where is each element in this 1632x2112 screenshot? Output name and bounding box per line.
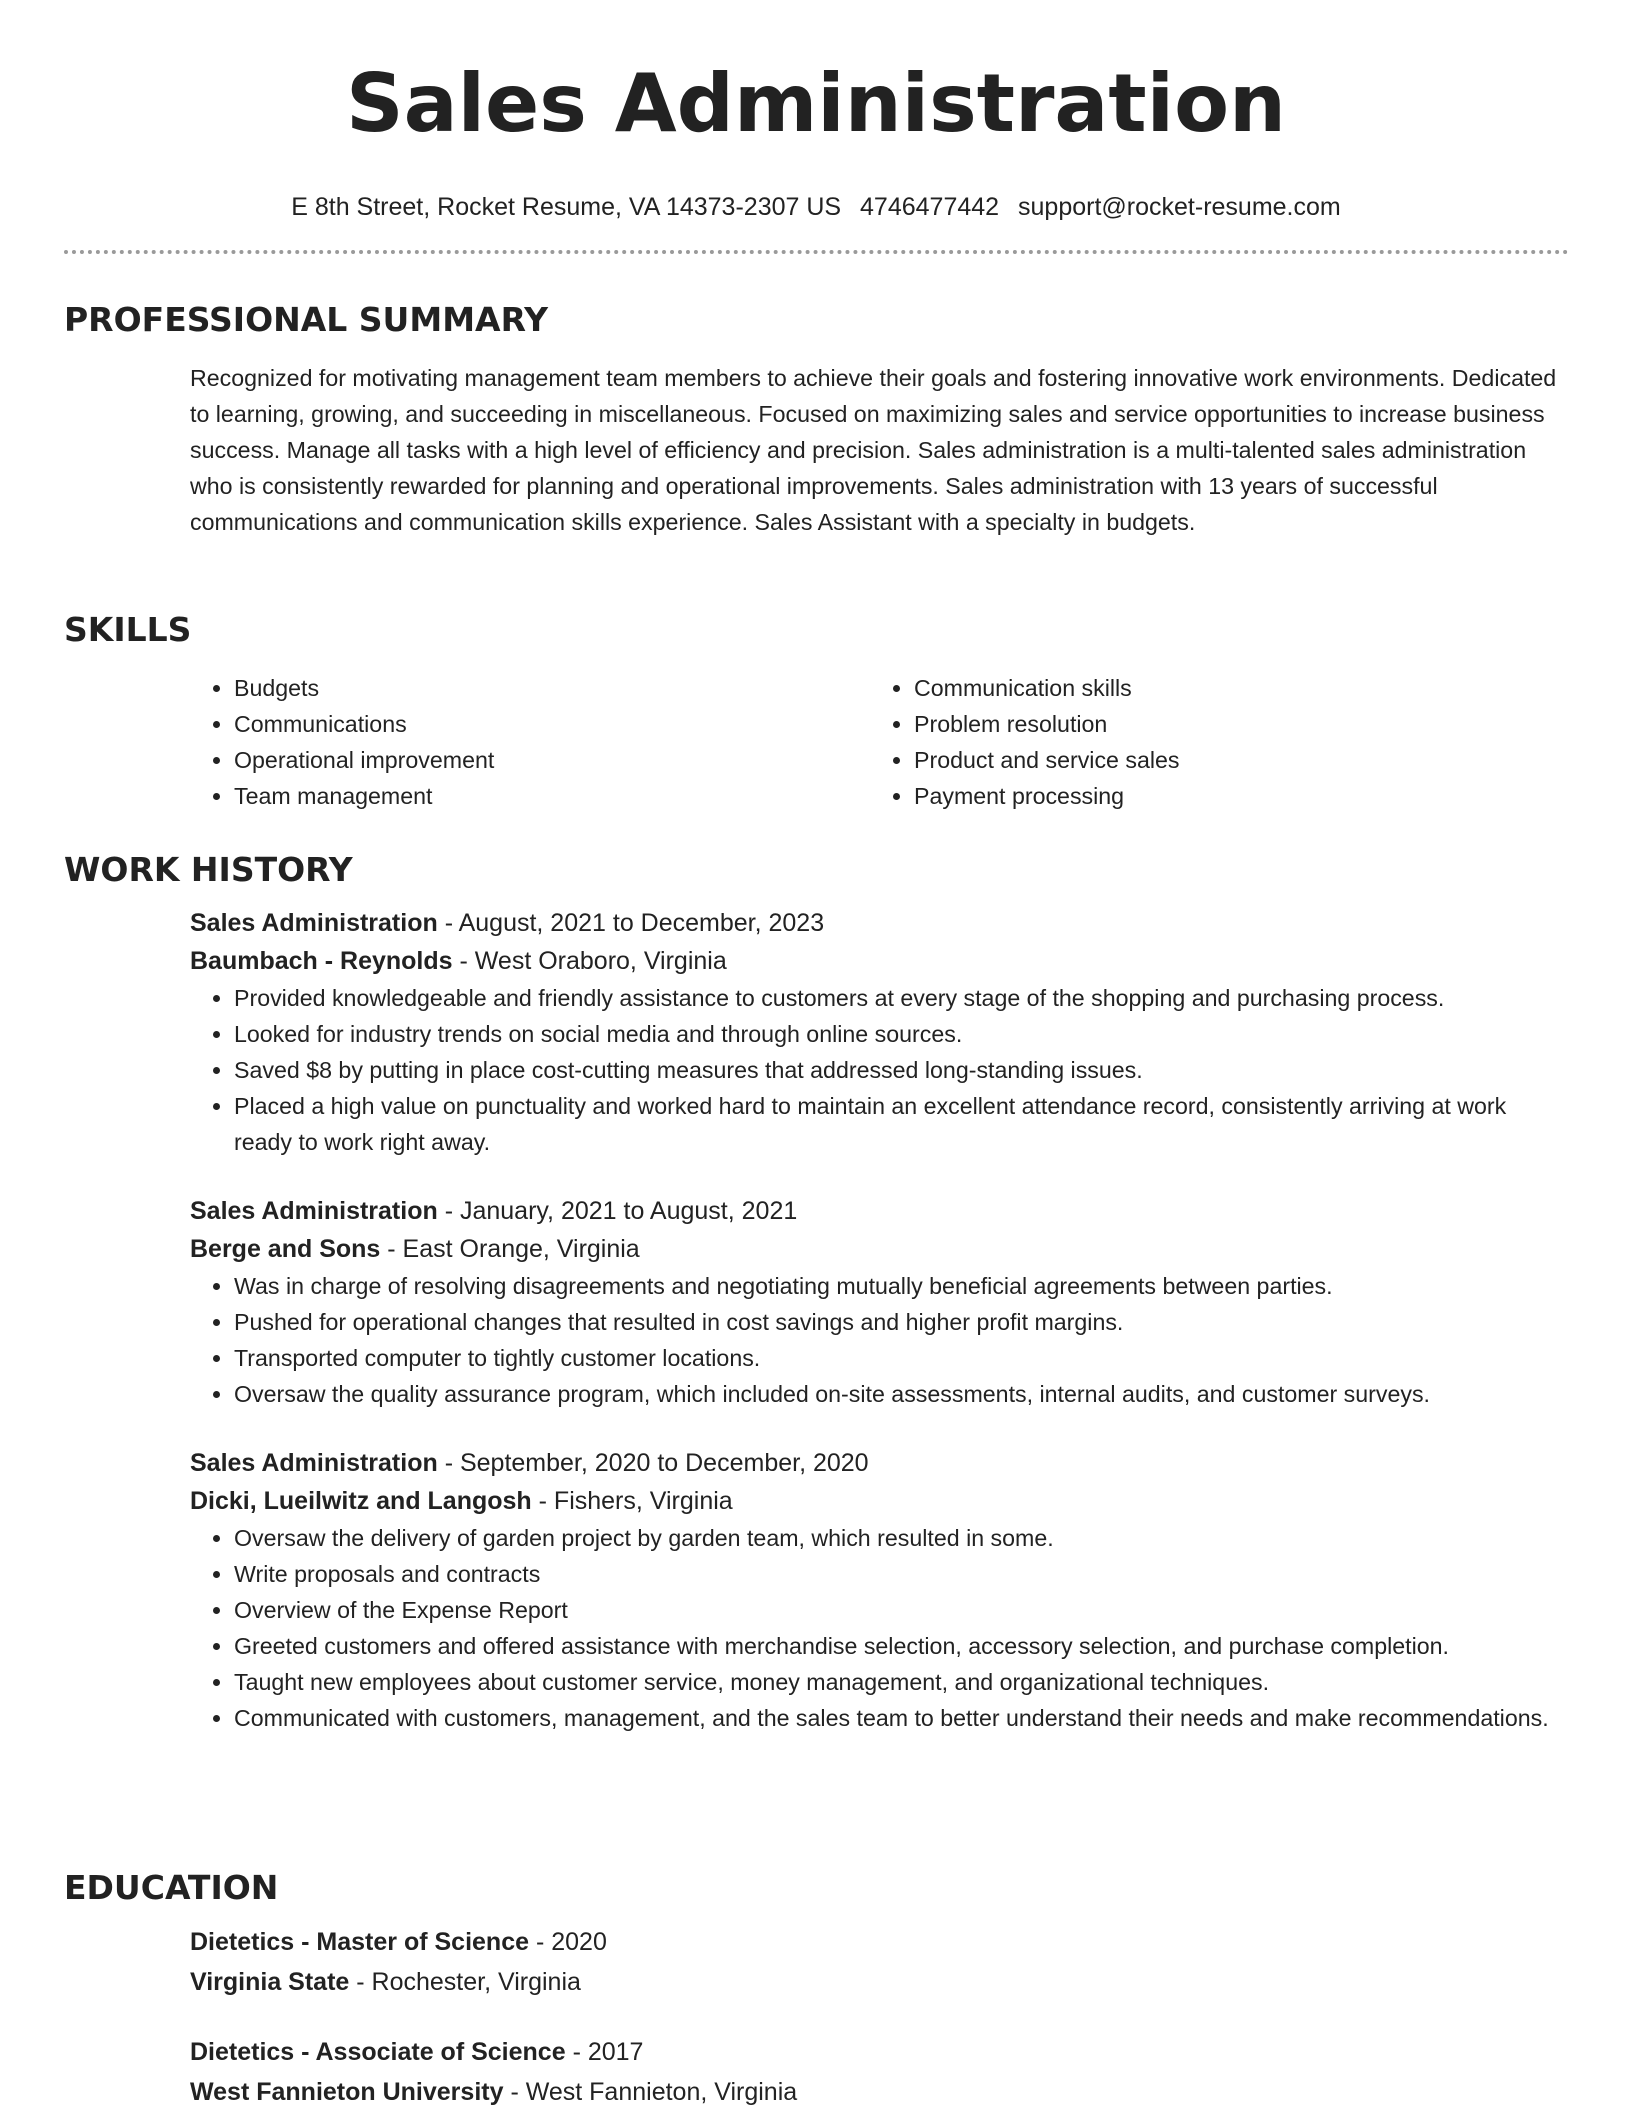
- job-duty: • Saved $8 by putting in place cost-cutting measures that addressed long-standing issues.: [234, 1052, 1569, 1088]
- job-duty: • Taught new employees about customer service, money management, and organizational techniques.: [234, 1664, 1569, 1700]
- education-year: - 2020: [529, 1928, 607, 1956]
- skills-columns: [190, 670, 1569, 814]
- job-entry: [190, 904, 1569, 1160]
- job-role: Sales Administration: [190, 909, 438, 937]
- job-dates: - January, 2021 to August, 2021: [437, 1197, 798, 1225]
- education-degree: Dietetics - Associate of Science: [190, 2038, 566, 2066]
- job-role: Sales Administration: [190, 1449, 438, 1477]
- job-dates: - August, 2021 to December, 2023: [437, 909, 825, 937]
- job-duties-list: [190, 1268, 1569, 1412]
- summary-text: Recognized for motivating management team members to achieve their goals and fostering innovative work environments. Dedicated to learning, growing, and succeeding in miscellaneous. Focused on maximizing sales and service opportunities to increase business success. Manage all tasks with a high level of efficiency and precision. Sales administration is a multi-talented sales administration who is consistently rewarded for planning and operational improvements. Sales administration with 13 years of successful communications and communication skills experience. Sales Assistant with a specialty in budgets.: [190, 365, 1557, 535]
- education-entry: [190, 2032, 1569, 2112]
- job-dates: - September, 2020 to December, 2020: [437, 1449, 869, 1477]
- summary-title: PROFESSIONAL SUMMARY: [64, 300, 549, 339]
- skills-column-right: [870, 670, 1550, 814]
- header-divider: [64, 250, 1569, 254]
- skills-title: SKILLS: [64, 610, 192, 649]
- skills-body: [190, 670, 1569, 814]
- job-duty: • Overview of the Expense Report: [234, 1592, 1569, 1628]
- job-duty: • Was in charge of resolving disagreements and negotiating mutually beneficial agreements between parties.: [234, 1268, 1569, 1304]
- job-role: Sales Administration: [190, 1197, 438, 1225]
- education-school-line: [190, 2072, 1569, 2112]
- education-degree: Dietetics - Master of Science: [190, 1928, 530, 1956]
- education-school: West Fannieton University: [190, 2078, 504, 2106]
- education-year: - 2017: [565, 2038, 644, 2066]
- job-duty: • Looked for industry trends on social media and through online sources.: [234, 1016, 1569, 1052]
- summary-section: [64, 300, 1569, 540]
- education-section: [64, 1868, 1569, 2112]
- work-history-body: [190, 904, 1569, 1736]
- skills-section: [64, 610, 1569, 814]
- job-duty: • Transported computer to tightly customer locations.: [234, 1340, 1569, 1376]
- skill-item: • Communication skills: [914, 670, 1550, 706]
- job-duty: • Pushed for operational changes that resulted in cost savings and higher profit margins.: [234, 1304, 1569, 1340]
- job-duties-list: [190, 1520, 1569, 1736]
- education-degree-line: [190, 2032, 1569, 2072]
- education-school: Virginia State: [190, 1968, 350, 1996]
- education-location: - Rochester, Virginia: [349, 1968, 581, 1996]
- job-duty: • Write proposals and contracts: [234, 1556, 1569, 1592]
- education-school-line: [190, 1962, 1569, 2002]
- job-duty: • Greeted customers and offered assistance with merchandise selection, accessory selection, and purchase completion.: [234, 1628, 1569, 1664]
- skills-column-left: [190, 670, 870, 814]
- job-role-line: [190, 1192, 1569, 1230]
- skill-item: • Payment processing: [914, 778, 1550, 814]
- phone-text: 4746477442: [860, 193, 1000, 221]
- education-location: - West Fannieton, Virginia: [503, 2078, 798, 2106]
- job-entry: [190, 1192, 1569, 1412]
- skill-item: • Operational improvement: [234, 742, 870, 778]
- contact-line: [0, 190, 1632, 224]
- job-location: - Fishers, Virginia: [531, 1487, 733, 1515]
- job-location: - East Orange, Virginia: [380, 1235, 640, 1263]
- job-duty: • Provided knowledgeable and friendly assistance to customers at every stage of the shopping and purchasing process.: [234, 980, 1569, 1016]
- job-duty: • Communicated with customers, management, and the sales team to better understand their needs and make recommendations.: [234, 1700, 1569, 1736]
- work-history-section: [64, 850, 1569, 1736]
- job-role-line: [190, 1444, 1569, 1482]
- job-company: Baumbach - Reynolds: [190, 947, 453, 975]
- education-degree-line: [190, 1922, 1569, 1962]
- job-company-line: [190, 1482, 1569, 1520]
- job-company-line: [190, 942, 1569, 980]
- education-title: EDUCATION: [64, 1868, 279, 1907]
- job-company: Dicki, Lueilwitz and Langosh: [190, 1487, 532, 1515]
- email-text: support@rocket-resume.com: [1018, 193, 1341, 221]
- education-body: [190, 1922, 1569, 2112]
- resume-header: [0, 0, 1632, 224]
- education-entry: [190, 1922, 1569, 2002]
- job-company: Berge and Sons: [190, 1235, 381, 1263]
- job-duties-list: [190, 980, 1569, 1160]
- job-location: - West Oraboro, Virginia: [452, 947, 727, 975]
- summary-body: [190, 360, 1569, 540]
- skill-item: • Product and service sales: [914, 742, 1550, 778]
- job-role-line: [190, 904, 1569, 942]
- skill-item: • Problem resolution: [914, 706, 1550, 742]
- job-duty: • Oversaw the quality assurance program, which included on-site assessments, internal audits, and customer surveys.: [234, 1376, 1569, 1412]
- address-text: E 8th Street, Rocket Resume, VA 14373-2307 US: [291, 193, 842, 221]
- skill-item: • Team management: [234, 778, 870, 814]
- skills-list-left: [190, 670, 870, 814]
- candidate-name: Sales Administration: [346, 57, 1286, 150]
- job-duty: • Placed a high value on punctuality and worked hard to maintain an excellent attendance record, consistently arriving at work ready to work right away.: [234, 1088, 1569, 1160]
- skill-item: • Communications: [234, 706, 870, 742]
- skills-list-right: [870, 670, 1550, 814]
- job-company-line: [190, 1230, 1569, 1268]
- job-entry: [190, 1444, 1569, 1736]
- job-duty: • Oversaw the delivery of garden project by garden team, which resulted in some.: [234, 1520, 1569, 1556]
- work-history-title: WORK HISTORY: [64, 850, 353, 889]
- skill-item: • Budgets: [234, 670, 870, 706]
